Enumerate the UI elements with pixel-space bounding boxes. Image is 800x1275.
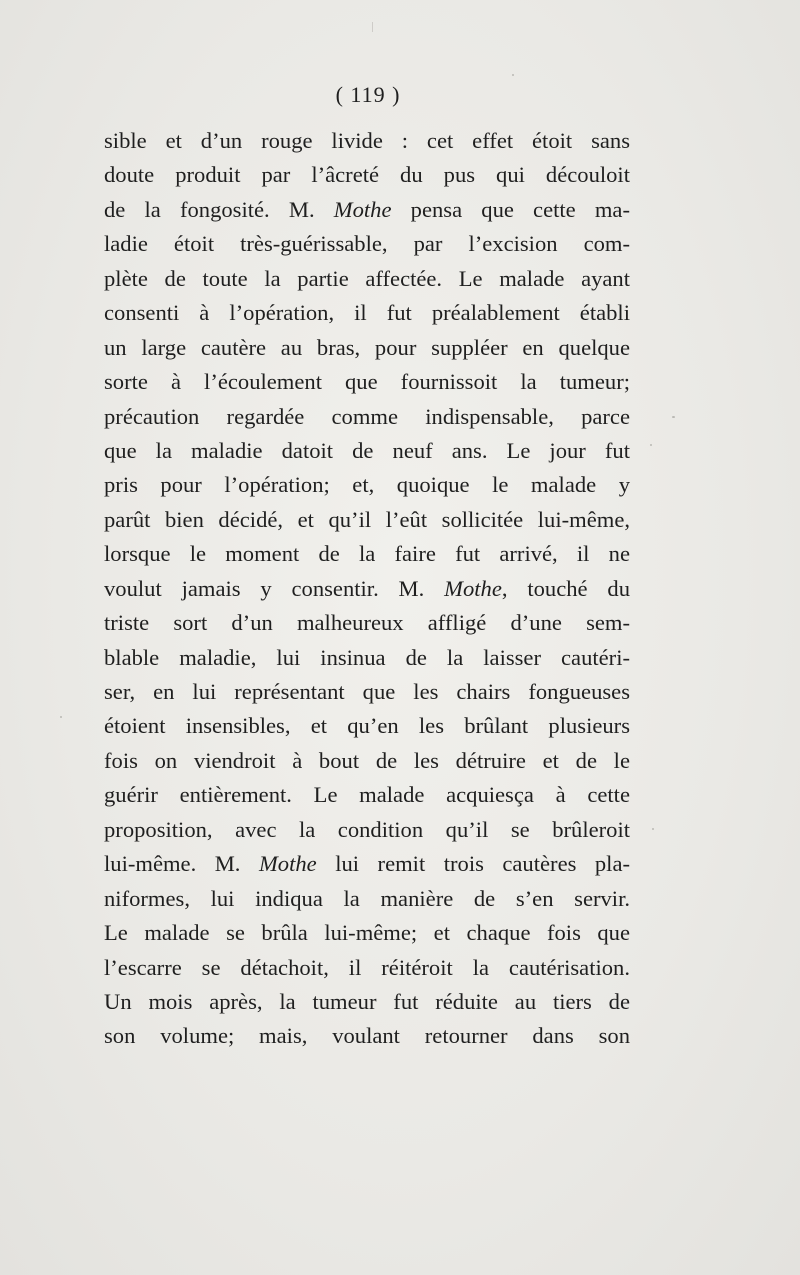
text-line: triste sort d’un malheureux affligé d’une sem- [104,610,630,636]
text-line: un large cautère au bras, pour suppléer en quelque [104,334,630,360]
paper-speck [652,828,654,830]
paper-speck [512,74,514,76]
text-line: que la maladie datoit de neuf ans. Le jour fut [104,437,630,463]
text-line: proposition, avec la condition qu’il se brûleroit [104,816,630,842]
text-line: de la fongosité. M. Mothe pensa que cette ma- [104,196,630,222]
text-line: Un mois après, la tumeur fut réduite au tiers de [104,988,630,1014]
text-line: consenti à l’opération, il fut préalablement établi [104,300,630,326]
italic-name: Mothe [333,196,392,222]
text-line: parût bien décidé, et qu’il l’eût sollicitée lui-même, [104,506,630,532]
text-line: sible et d’un rouge livide : cet effet étoit sans [104,128,630,153]
text-line: sorte à l’écoulement que fournissoit la tumeur; [104,369,630,395]
text-line: voulut jamais y consentir. M. Mothe, touché du [104,575,631,601]
text-line: son volume; mais, voulant retourner dans son [104,1023,630,1049]
text-line: étoient insensibles, et qu’en les brûlant plusieurs [104,713,630,739]
text-line: pris pour l’opération; et, quoique le malade y [104,472,630,498]
text-line: plète de toute la partie affectée. Le malade ayant [104,265,630,291]
text-line: doute produit par l’âcreté du pus qui découloit [104,162,630,188]
italic-name: Mothe [444,575,502,601]
text-line: précaution regardée comme indispensable, parce [104,403,630,429]
text-line: lui-même. M. Mothe lui remit trois cautères pla- [104,851,631,877]
text-line: fois on viendroit à bout de les détruire et de le [104,747,630,773]
page-number: ( 119 ) [335,82,401,107]
text-line: l’escarre se détachoit, il réitéroit la cautérisation. [104,954,630,980]
paper-speck [60,716,62,718]
body-text [104,124,630,1054]
paper-speck [650,444,652,446]
text-line: blable maladie, lui insinua de la laisser cautéri- [104,644,630,670]
text-line: lorsque le moment de la faire fut arrivé, il ne [104,541,630,567]
text-line: guérir entièrement. Le malade acquiesça à cette [104,782,630,808]
italic-name: Mothe [258,851,317,877]
text-line: Le malade se brûla lui-même; et chaque fois que [104,920,630,946]
text-line: niformes, lui indiqua la manière de s’en servir. [104,885,630,911]
text-line: ser, en lui représentant que les chairs fongueuses [104,679,630,704]
text-line: ladie étoit très-guérissable, par l’excision com- [104,231,630,257]
paper-speck [672,416,675,418]
paper-speck [372,22,373,32]
